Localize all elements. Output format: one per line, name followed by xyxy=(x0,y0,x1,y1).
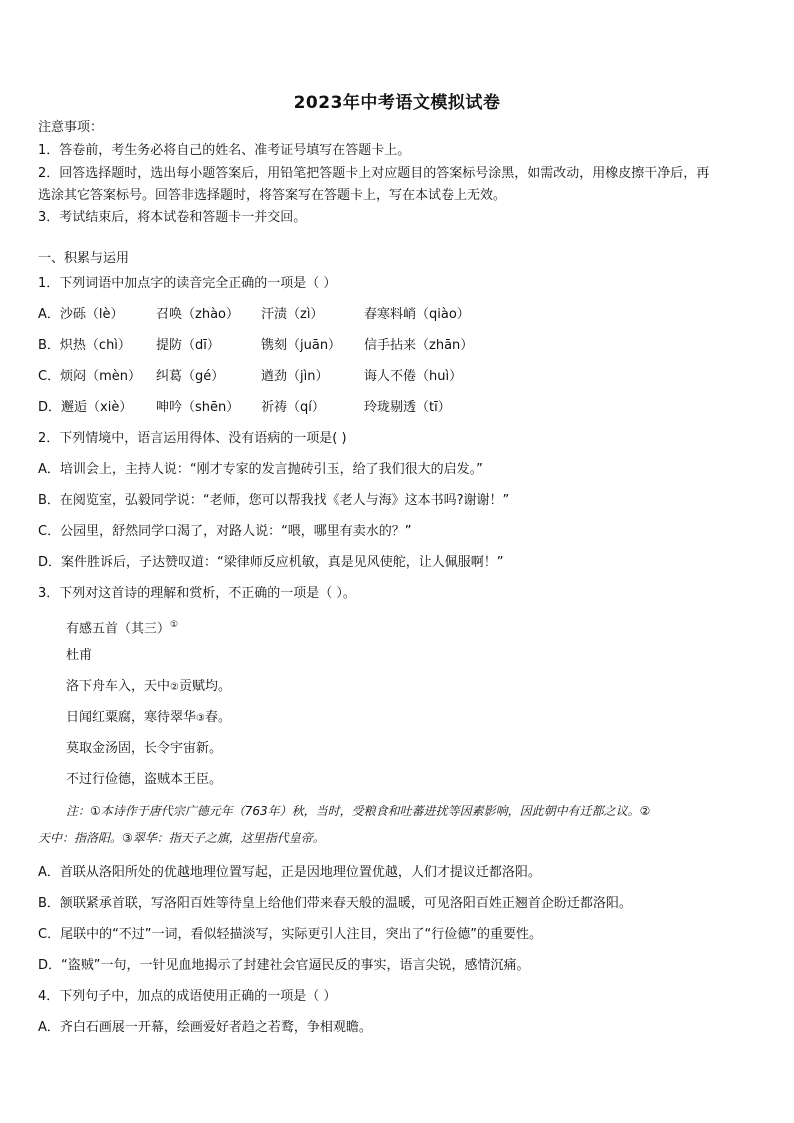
q1-c-word-3: 遒劲（jìn） xyxy=(261,369,329,384)
q1-d-word-4: 玲珑剔透（tī） xyxy=(364,400,451,415)
poem-note-line-1: 注：①本诗作于唐代宗广德元年（763年）秋，当时，受粮食和吐蕃进扰等因素影响，因此朝中有迁都之议。② xyxy=(66,804,651,818)
q1-b-word-3: 镌刻（juān） xyxy=(261,338,342,353)
poem-note-line-2: 天中：指洛阳。③翠华：指天子之旗，这里指代皇帝。 xyxy=(38,831,325,845)
poem-author: 杜甫 xyxy=(66,648,93,663)
q1-c-word-4: 诲人不倦（huì） xyxy=(364,369,463,384)
q1-c-word-2: 纠葛（gé） xyxy=(156,369,225,384)
poem-line-4: 不过行俭德，盗贼本王臣。 xyxy=(66,772,223,787)
q1-a-word-3: 汗渍（zì） xyxy=(261,307,324,322)
question-2-option-a: A．培训会上，主持人说：“刚才专家的发言抛砖引玉，给了我们很大的启发。” xyxy=(38,462,483,477)
q1-d-word-1: D．邂逅（xiè） xyxy=(38,400,133,415)
poem-line-1-part-2: 贡赋均。 xyxy=(178,679,231,694)
poem-title xyxy=(66,617,178,637)
q1-d-word-2: 呻吟（shēn） xyxy=(156,400,240,415)
poem-line-1-part-1: 洛下舟车入，天中 xyxy=(66,679,171,694)
q1-b-word-1: B．炽热（chì） xyxy=(38,338,131,353)
question-2-option-c: C．公园里，舒然同学口渴了，对路人说：“喂，哪里有卖水的？” xyxy=(38,524,412,539)
q1-a-word-4: 春寒料峭（qiào） xyxy=(364,307,470,322)
q1-d-word-3: 祈祷（qí） xyxy=(261,400,325,415)
poem-line-3: 莫取金汤固，长令宇宙新。 xyxy=(66,741,223,756)
question-3-stem: 3．下列对这首诗的理解和赏析，不正确的一项是（ ）。 xyxy=(38,586,356,601)
page-title: 2023年中考语文模拟试卷 xyxy=(293,93,501,113)
q1-a-word-2: 召唤（zhào） xyxy=(156,307,239,322)
notice-item-2: 2．回答选择题时，选出每小题答案后，用铅笔把答题卡上对应题目的答案标号涂黑，如需改动，用橡皮擦干净后，再 xyxy=(38,166,710,181)
q1-b-word-4: 信手拈来（zhān） xyxy=(364,338,474,353)
q1-a-word-1: A．沙砾（lè） xyxy=(38,307,124,322)
poem-line-1-footnote-mark: ② xyxy=(170,682,179,693)
q1-b-word-2: 提防（dī） xyxy=(156,338,220,353)
notice-item-3: 3．考试结束后，将本试卷和答题卡一并交回。 xyxy=(38,210,307,225)
poem-line-1 xyxy=(66,679,231,696)
poem-title-footnote-mark: ① xyxy=(170,620,179,630)
poem-title-text: 有感五首（其三） xyxy=(66,621,171,637)
question-4-stem: 4．下列句子中，加点的成语使用正确的一项是（ ） xyxy=(38,989,337,1004)
question-2-option-b: B．在阅览室，弘毅同学说：“老师，您可以帮我找《老人与海》这本书吗?谢谢！” xyxy=(38,493,510,508)
question-4-option-a: A．齐白石画展一开幕，绘画爱好者趋之若鹜，争相观瞻。 xyxy=(38,1020,372,1035)
poem-line-2-part-2: 春。 xyxy=(204,710,231,725)
question-3-option-b: B．颔联紧承首联，写洛阳百姓等待皇上给他们带来春天般的温暖，可见洛阳百姓正翘首企盼迁都洛阳。 xyxy=(38,896,632,911)
question-2-option-d: D．案件胜诉后，子达赞叹道：“梁律师反应机敏，真是见风使舵，让人佩服啊！” xyxy=(38,555,504,570)
q1-c-word-1: C．烦闷（mèn） xyxy=(38,369,141,384)
notice-item-2-cont: 选涂其它答案标号。回答非选择题时，将答案写在答题卡上，写在本试卷上无效。 xyxy=(38,188,507,203)
question-1-stem: 1．下列词语中加点字的读音完全正确的一项是（ ） xyxy=(38,276,337,291)
question-3-option-a: A．首联从洛阳所处的优越地理位置写起，正是因地理位置优越，人们才提议迁都洛阳。 xyxy=(38,865,541,880)
question-3-option-c: C．尾联中的“不过”一词，看似轻描淡写，实际更引人注目，突出了“行俭德”的重要性。 xyxy=(38,927,543,942)
notice-item-1: 1．答卷前，考生务必将自己的姓名、准考证号填写在答题卡上。 xyxy=(38,143,411,158)
poem-line-2 xyxy=(66,710,231,727)
poem-line-2-footnote-mark: ③ xyxy=(196,713,205,724)
notice-heading: 注意事项： xyxy=(38,120,104,135)
question-2-stem: 2．下列情境中，语言运用得体、没有语病的一项是( ) xyxy=(38,431,347,446)
poem-line-2-part-1: 日闻红粟腐，寒待翠华 xyxy=(66,710,197,725)
section-heading: 一、积累与运用 xyxy=(38,251,130,266)
question-3-option-d: D．“盗贼”一句，一针见血地揭示了封建社会官逼民反的事实，语言尖锐，感情沉痛。 xyxy=(38,958,530,973)
